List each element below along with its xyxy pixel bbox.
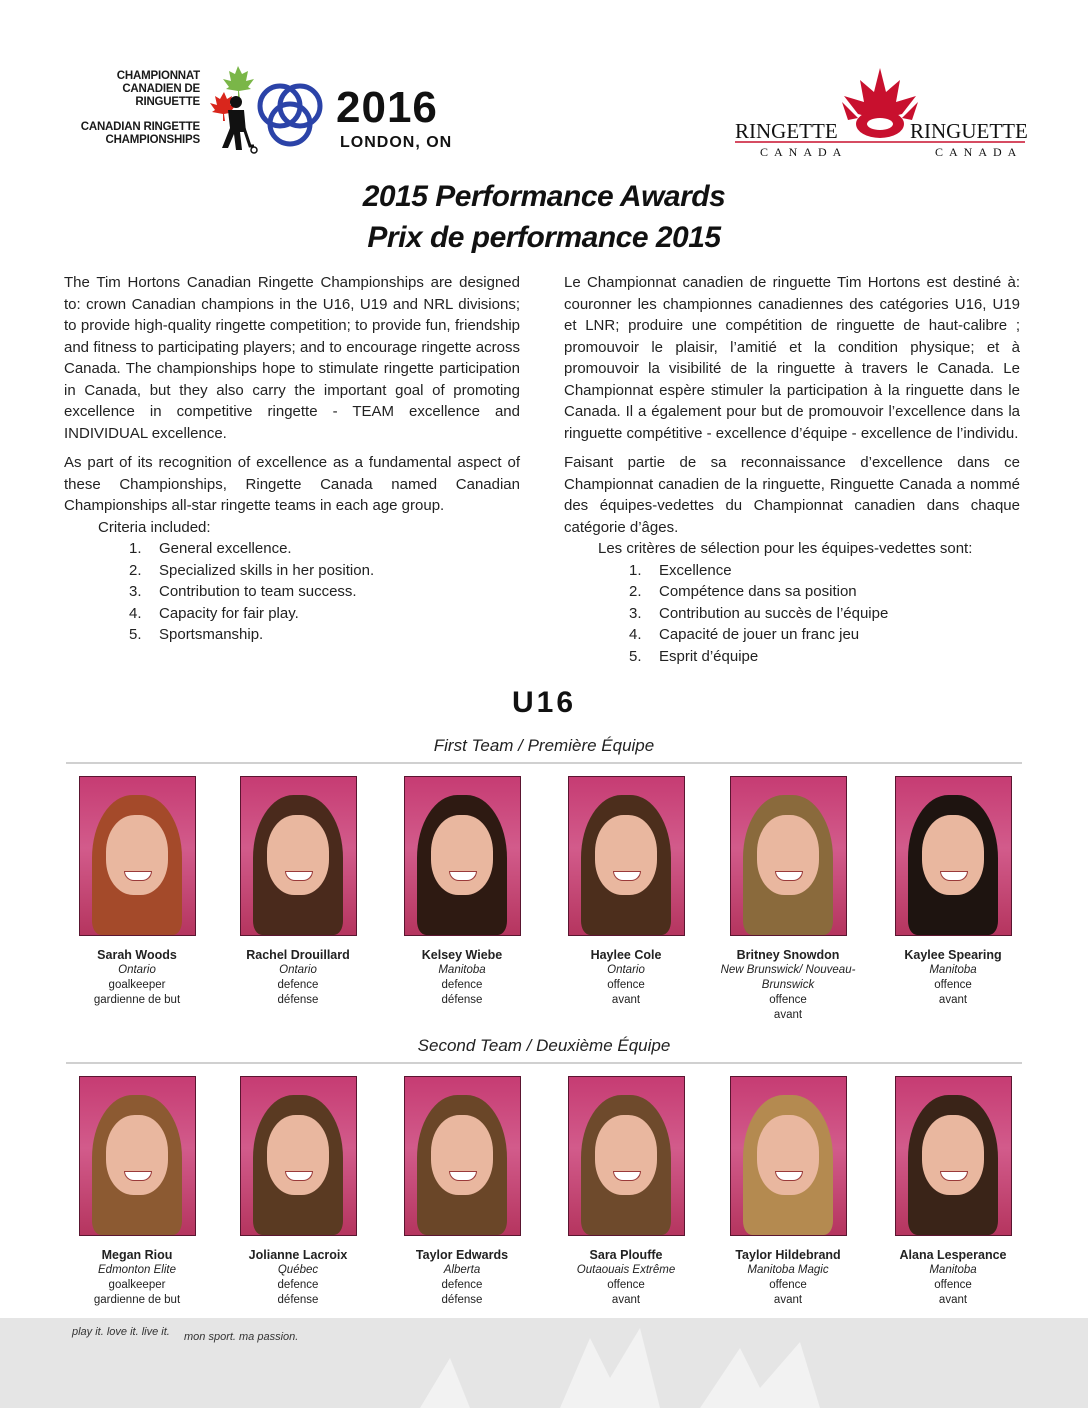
player-card [873, 1076, 1033, 1308]
player-position-en: defence [441, 1279, 483, 1291]
player-team: New Brunswick/ Nouveau-Brunswick [720, 964, 856, 991]
first-team-divider [66, 762, 1022, 764]
player-position-fr: gardienne de but [93, 994, 181, 1006]
event-line-1: CHAMPIONNAT [116, 70, 200, 82]
player-position-en: offence [934, 1279, 972, 1291]
player-position-fr: avant [773, 1294, 803, 1306]
second-team-divider [66, 1062, 1022, 1064]
player-photo [404, 1076, 521, 1236]
criteria-item: 4. Capacity for fair play. [129, 604, 299, 622]
footer-tagline-english: play it. love it. live it. [72, 1326, 170, 1338]
player-photo [568, 776, 685, 936]
player-position-fr: avant [773, 1009, 803, 1021]
criteria-item: 1. Excellence [629, 561, 732, 579]
player-position-en: goalkeeper [108, 979, 166, 991]
player-team: Ontario [118, 964, 156, 976]
player-photo [730, 1076, 847, 1236]
player-position-fr: avant [611, 1294, 641, 1306]
canada-text-left: CANADA [760, 145, 848, 159]
criteria-item: 4. Capacité de jouer un franc jeu [629, 626, 860, 643]
event-line-4: CHAMPIONSHIPS [105, 134, 200, 146]
player-position-fr: défense [441, 1294, 483, 1306]
french-column [564, 272, 1020, 667]
player-name: Sarah Woods [97, 948, 177, 962]
age-group-heading: U16 [511, 686, 577, 719]
player-card [57, 1076, 217, 1308]
criteria-item: 1. General excellence. [129, 540, 292, 557]
player-card [546, 776, 706, 1008]
player-team: Manitoba [929, 964, 977, 976]
player-position-en: defence [441, 979, 483, 991]
criteria-item: 2. Specialized skills in her position. [129, 561, 375, 579]
french-paragraph-1: Le Championnat canadien de ringuette Tim Hortons est destiné à: couronner les championnes canadiennes des catégories U16, U19 et LNR; produire une compétition de ringuette de haut-calibre ; promouvoir le plaisir, l’amitié et la condition physique; et à promouvoir la visibilité de la ringuette à travers le Canada. Le Championnat espère stimuler la participation à la ringuette dans le Canada. Il a également pour but de promouvoir l’excellence dans la ringuette compétitive - excellence d’équipe - excellence de l’individu. [564, 274, 1020, 442]
player-photo [240, 776, 357, 936]
event-city: LONDON, ON [340, 134, 453, 151]
event-line-3: CANADIAN RINGETTE [80, 121, 200, 133]
player-photo [79, 776, 196, 936]
player-position-fr: défense [441, 994, 483, 1006]
championship-wordmark [62, 70, 200, 147]
player-team: Manitoba [438, 964, 486, 976]
second-team-heading: Second Team / Deuxième Équipe [417, 1036, 671, 1055]
player-name: Taylor Hildebrand [735, 1248, 841, 1262]
player-team: Edmonton Elite [98, 1264, 176, 1276]
footer-tagline-french: mon sport. ma passion. [184, 1331, 299, 1343]
player-name: Kaylee Spearing [904, 948, 1002, 962]
player-position-en: offence [607, 979, 645, 991]
player-position-fr: défense [277, 994, 319, 1006]
player-team: Manitoba [929, 1264, 977, 1276]
player-card [218, 776, 378, 1008]
criteria-item: 5. Sportsmanship. [129, 626, 264, 643]
player-position-fr: défense [277, 1294, 319, 1306]
championship-logo-icon [210, 62, 330, 162]
english-criteria-heading: Criteria included: [98, 518, 211, 536]
player-position-en: goalkeeper [108, 1279, 166, 1291]
player-card [382, 776, 542, 1008]
canada-text-right: CANADA [935, 145, 1023, 159]
english-paragraph-2: As part of its recognition of excellence as a fundamental aspect of these Championships, Ringette Canada named Canadian Championships all-star ringette teams in each age group. [64, 454, 520, 514]
player-name: Sara Plouffe [589, 1248, 663, 1262]
player-position-en: offence [769, 1279, 807, 1291]
event-year: 2016 [336, 83, 438, 132]
player-photo [730, 776, 847, 936]
player-name: Britney Snowdon [736, 948, 840, 962]
player-position-en: offence [934, 979, 972, 991]
player-photo [404, 776, 521, 936]
player-name: Haylee Cole [590, 948, 662, 962]
criteria-item: 3. Contribution au succès de l’équipe [629, 604, 889, 622]
player-card [57, 776, 217, 1008]
criteria-item: 2. Compétence dans sa position [629, 583, 857, 600]
player-name: Jolianne Lacroix [248, 1248, 348, 1262]
player-position-en: defence [277, 979, 319, 991]
player-position-fr: avant [938, 1294, 968, 1306]
player-photo [240, 1076, 357, 1236]
ringette-canada-logo-icon [730, 62, 1030, 162]
player-name: Alana Lesperance [899, 1248, 1007, 1262]
player-position-fr: gardienne de but [93, 1294, 181, 1306]
player-photo [568, 1076, 685, 1236]
player-card [382, 1076, 542, 1308]
player-position-fr: avant [938, 994, 968, 1006]
player-team: Outaouais Extrême [576, 1264, 676, 1276]
ringette-text: RINGETTE [735, 119, 838, 143]
french-criteria-heading: Les critères de sélection pour les équipes-vedettes sont: [598, 540, 973, 557]
player-position-en: offence [769, 994, 807, 1006]
title-french: Prix de performance 2015 [367, 221, 721, 254]
english-paragraph-1: The Tim Hortons Canadian Ringette Championships are designed to: crown Canadian champions in the U16, U19 and NRL divisions; to provide high-quality ringette competition; to provide fun, friendship and fitness to participating players; and to encourage ringette across Canada. The championships hope to stimulate ringette participation in Canada, but they also carry the important goal of promoting excellence in competitive ringette - TEAM excellence and INDIVIDUAL excellence. [64, 274, 520, 442]
player-team: Québec [277, 1264, 319, 1276]
player-photo [79, 1076, 196, 1236]
player-card [708, 776, 868, 1023]
first-team-heading: First Team / Première Équipe [433, 736, 655, 755]
criteria-item: 5. Esprit d’équipe [629, 647, 759, 665]
player-photo [895, 776, 1012, 936]
player-team: Ontario [279, 964, 317, 976]
title-english: 2015 Performance Awards [362, 180, 726, 213]
player-name: Kelsey Wiebe [421, 948, 503, 962]
player-team: Manitoba Magic [747, 1264, 829, 1276]
ringuette-text: RINGUETTE [910, 119, 1028, 143]
french-criteria-list [564, 560, 1020, 668]
player-name: Megan Riou [101, 1248, 173, 1262]
english-criteria-list [64, 538, 520, 646]
player-team: Ontario [607, 964, 645, 976]
criteria-item: 3. Contribution to team success. [129, 583, 357, 600]
player-card [708, 1076, 868, 1308]
player-card [546, 1076, 706, 1308]
player-card [873, 776, 1033, 1008]
player-team: Alberta [443, 1264, 481, 1276]
event-line-2: CANADIEN DE RINGUETTE [122, 83, 200, 108]
player-name: Taylor Edwards [415, 1248, 509, 1262]
player-position-en: defence [277, 1279, 319, 1291]
player-position-fr: avant [611, 994, 641, 1006]
player-name: Rachel Drouillard [246, 948, 350, 962]
english-column [64, 272, 520, 646]
player-photo [895, 1076, 1012, 1236]
player-position-en: offence [607, 1279, 645, 1291]
player-card [218, 1076, 378, 1308]
french-paragraph-2: Faisant partie de sa reconnaissance d’excellence dans ce Championnat canadien de la ringuette, Ringuette Canada a nommé des équipes-vedettes du Championnat canadien dans chaque catégorie d’âges. [564, 454, 1020, 536]
